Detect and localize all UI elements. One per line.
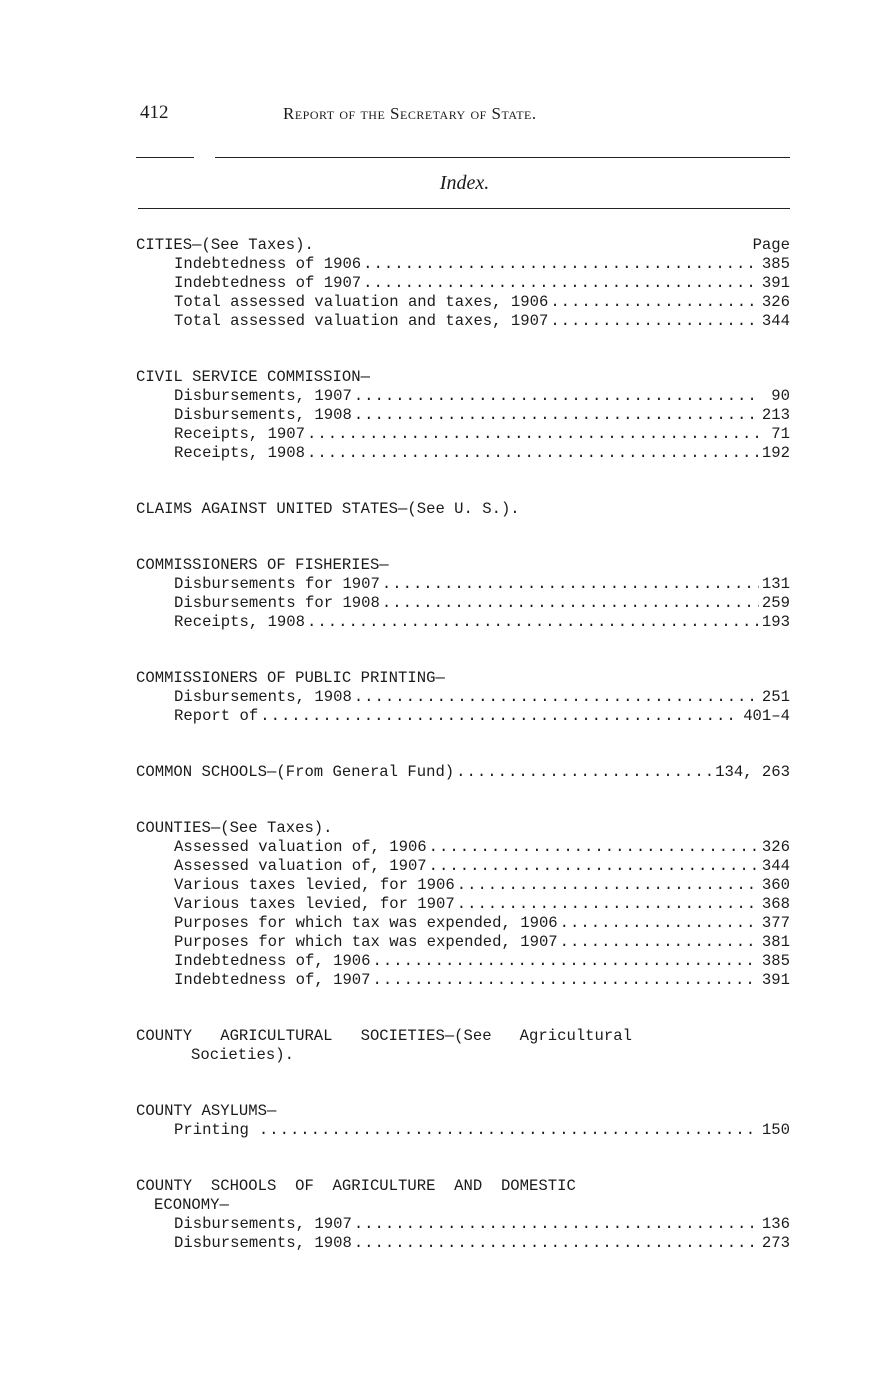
- dot-leader: [457, 895, 759, 914]
- index-entry: [136, 763, 790, 782]
- dot-leader: [382, 575, 759, 594]
- entry-page: 344: [761, 312, 790, 330]
- entry-text: Indebtedness of, 1907: [174, 971, 371, 989]
- section-heading-continued: Societies).: [191, 1046, 294, 1064]
- entry-page: 150: [761, 1121, 790, 1139]
- dot-leader: [260, 707, 740, 726]
- entry-text: Disbursements for 1907: [174, 575, 380, 593]
- entry-page: 391: [761, 971, 790, 989]
- section-county-agricultural: [136, 1027, 790, 1065]
- entry-text: Purposes for which tax was expended, 1907: [174, 933, 558, 951]
- index-entry: [136, 914, 790, 933]
- entry-text: Indebtedness of 1907: [174, 274, 362, 292]
- entry-text: Various taxes levied, for 1906: [174, 876, 455, 894]
- entry-page: 391: [761, 274, 790, 292]
- header-rule: [215, 157, 790, 158]
- dot-leader: [456, 763, 713, 782]
- dot-leader: [354, 688, 759, 707]
- page-number: 412: [140, 102, 169, 123]
- dot-leader: [363, 255, 759, 274]
- entry-page: 344: [761, 857, 790, 875]
- entry-page: 131: [761, 575, 790, 593]
- entry-text: Indebtedness of 1906: [174, 255, 362, 273]
- section-common-schools: [136, 763, 790, 782]
- entry-text: Indebtedness of, 1906: [174, 952, 371, 970]
- dot-leader: [354, 406, 759, 425]
- dot-leader: [373, 952, 759, 971]
- dot-leader: [307, 613, 759, 632]
- section-heading: CIVIL SERVICE COMMISSION—: [136, 368, 370, 386]
- entry-page: 192: [761, 444, 790, 462]
- dot-leader: [550, 312, 759, 331]
- section-heading-continued: ECONOMY—: [154, 1196, 229, 1214]
- dot-leader: [307, 425, 759, 444]
- dot-leader: [373, 971, 759, 990]
- entry-page: 360: [761, 876, 790, 894]
- index-entry: [136, 1215, 790, 1234]
- entry-page: 377: [761, 914, 790, 932]
- entry-text: Assessed valuation of, 1907: [174, 857, 427, 875]
- index-entry: [136, 255, 790, 274]
- dot-leader: [354, 1234, 759, 1253]
- entry-text: Disbursements, 1908: [174, 688, 352, 706]
- entry-page: 381: [761, 933, 790, 951]
- entry-text: Receipts, 1908: [174, 613, 306, 631]
- index-entry: [136, 594, 790, 613]
- index-entry: [136, 933, 790, 952]
- header-rule-left: [136, 157, 194, 158]
- index-entry: [136, 1121, 790, 1140]
- section-heading: COUNTY ASYLUMS—: [136, 1102, 277, 1120]
- entry-page: 136: [761, 1215, 790, 1233]
- section-civil-service: [136, 368, 790, 463]
- entry-text: Assessed valuation of, 1906: [174, 838, 427, 856]
- section-heading: COMMISSIONERS OF PUBLIC PRINTING—: [136, 669, 445, 687]
- section-heading: COMMON SCHOOLS—(From General Fund): [136, 763, 455, 781]
- section-heading: CITIES—(See Taxes).: [136, 236, 314, 254]
- section-county-asylums: [136, 1102, 790, 1140]
- index-entry: [136, 857, 790, 876]
- index-entry: [136, 274, 790, 293]
- section-fisheries: [136, 556, 790, 632]
- index-entry: [136, 406, 790, 425]
- entry-text: Disbursements for 1908: [174, 594, 380, 612]
- index-entry: [136, 387, 790, 406]
- index-entry: [136, 575, 790, 594]
- entry-text: Purposes for which tax was expended, 1906: [174, 914, 558, 932]
- index-entry: [136, 707, 790, 726]
- dot-leader: [457, 876, 759, 895]
- entry-page: 326: [761, 293, 790, 311]
- section-claims: [136, 500, 790, 519]
- index-entry: [136, 425, 790, 444]
- index-entry: [136, 444, 790, 463]
- dot-leader: [429, 857, 759, 876]
- entry-page: 385: [761, 255, 790, 273]
- entry-text: Report of: [174, 707, 259, 725]
- entry-page: 401–4: [743, 707, 790, 725]
- dot-leader: [259, 1121, 759, 1140]
- index-entry: [136, 1234, 790, 1253]
- entry-text: Disbursements, 1908: [174, 406, 352, 424]
- dot-leader: [429, 838, 759, 857]
- index-entry: [136, 971, 790, 990]
- dot-leader: [354, 387, 759, 406]
- index-entry: [136, 312, 790, 331]
- section-county-schools: [136, 1177, 790, 1253]
- index-title: Index.: [439, 172, 490, 194]
- entry-text: Printing: [174, 1121, 249, 1139]
- entry-page: 134, 263: [715, 763, 790, 781]
- index-entry: [136, 688, 790, 707]
- page-header: [140, 102, 790, 130]
- page-column-label: Page: [752, 236, 790, 254]
- section-cities: [136, 236, 790, 331]
- entry-page: 385: [761, 952, 790, 970]
- section-counties: [136, 819, 790, 990]
- entry-page: 71: [771, 425, 790, 443]
- entry-page: 259: [761, 594, 790, 612]
- entry-text: Disbursements, 1907: [174, 1215, 352, 1233]
- dot-leader: [560, 933, 759, 952]
- running-title: Report of the Secretary of State.: [283, 104, 537, 123]
- section-public-printing: [136, 669, 790, 726]
- dot-leader: [307, 444, 759, 463]
- section-heading: COMMISSIONERS OF FISHERIES—: [136, 556, 389, 574]
- entry-text: Receipts, 1907: [174, 425, 306, 443]
- entry-page: 368: [761, 895, 790, 913]
- dot-leader: [363, 274, 759, 293]
- entry-page: 213: [761, 406, 790, 424]
- index-entry: [136, 293, 790, 312]
- index-entry: [136, 613, 790, 632]
- index-entry: [136, 838, 790, 857]
- entry-text: Receipts, 1908: [174, 444, 306, 462]
- entry-text: Total assessed valuation and taxes, 1906: [174, 293, 549, 311]
- entry-page: 251: [761, 688, 790, 706]
- index-entry: [136, 876, 790, 895]
- dot-leader: [354, 1215, 759, 1234]
- index-entry: [136, 895, 790, 914]
- entry-page: 273: [761, 1234, 790, 1252]
- section-heading: COUNTIES—(See Taxes).: [136, 819, 333, 837]
- entry-page: 90: [771, 387, 790, 405]
- dot-leader: [560, 914, 759, 933]
- dot-leader: [550, 293, 759, 312]
- title-rule: [138, 208, 790, 209]
- section-heading: COUNTY AGRICULTURAL SOCIETIES—(See Agricultural: [136, 1027, 632, 1045]
- entry-text: Various taxes levied, for 1907: [174, 895, 455, 913]
- section-heading: CLAIMS AGAINST UNITED STATES—(See U. S.).: [136, 500, 520, 518]
- index-entry: [136, 952, 790, 971]
- index-content: [136, 236, 790, 1290]
- entry-page: 193: [761, 613, 790, 631]
- entry-text: Total assessed valuation and taxes, 1907: [174, 312, 549, 330]
- entry-text: Disbursements, 1907: [174, 387, 352, 405]
- entry-text: Disbursements, 1908: [174, 1234, 352, 1252]
- entry-page: 326: [761, 838, 790, 856]
- dot-leader: [382, 594, 759, 613]
- section-heading: COUNTY SCHOOLS OF AGRICULTURE AND DOMESTIC: [136, 1177, 576, 1195]
